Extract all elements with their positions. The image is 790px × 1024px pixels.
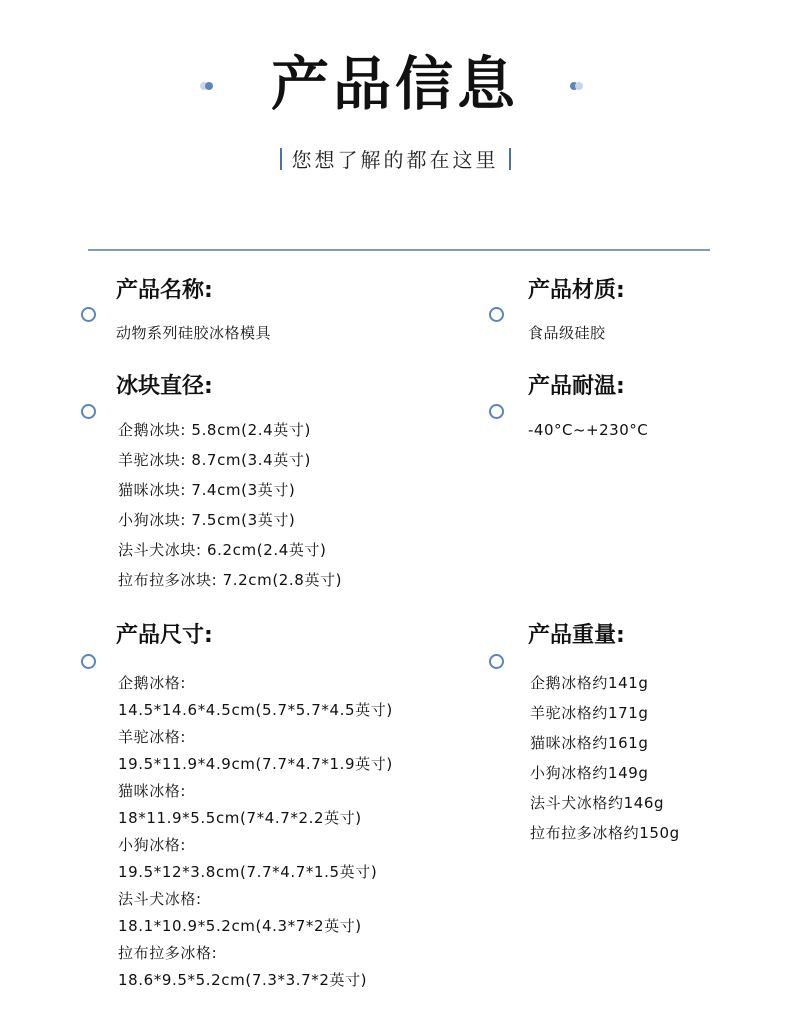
list-item: 羊驼冰格约171g xyxy=(530,704,649,722)
circle-bullet-icon xyxy=(81,654,96,669)
list-item: 拉布拉多冰格约150g xyxy=(530,824,680,842)
material-value: 食品级硅胶 xyxy=(528,324,606,342)
list-item: 拉布拉多冰块: 7.2cm(2.8英寸) xyxy=(118,571,343,589)
list-item: 猫咪冰块: 7.4cm(3英寸) xyxy=(118,481,296,499)
list-item: 企鹅冰格: xyxy=(118,674,187,692)
circle-bullet-icon xyxy=(489,654,504,669)
list-item: 企鹅冰块: 5.8cm(2.4英寸) xyxy=(118,421,311,439)
list-item: 小狗冰格约149g xyxy=(530,764,649,782)
circle-bullet-icon xyxy=(81,404,96,419)
list-item: 小狗冰格: xyxy=(118,836,187,854)
list-item: 小狗冰块: 7.5cm(3英寸) xyxy=(118,511,296,529)
name-value: 动物系列硅胶冰格模具 xyxy=(116,324,272,342)
subtitle-bar-right xyxy=(509,148,511,170)
size-list xyxy=(118,670,393,994)
list-item: 19.5*11.9*4.9cm(7.7*4.7*1.9英寸) xyxy=(118,755,393,773)
material-heading: 产品材质: xyxy=(528,278,625,303)
list-item: 羊驼冰格: xyxy=(118,728,187,746)
list-item: 猫咪冰格: xyxy=(118,782,187,800)
list-item: 猫咪冰格约161g xyxy=(530,734,649,752)
list-item: 19.5*12*3.8cm(7.7*4.7*1.5英寸) xyxy=(118,863,378,881)
circle-bullet-icon xyxy=(489,307,504,322)
list-item: 14.5*14.6*4.5cm(5.7*5.7*4.5英寸) xyxy=(118,701,393,719)
list-item: 法斗犬冰格: xyxy=(118,890,202,908)
page-subtitle: 您想了解的都在这里 xyxy=(291,148,499,172)
name-heading: 产品名称: xyxy=(116,278,213,303)
size-heading: 产品尺寸: xyxy=(116,623,213,648)
page-title: 产品信息 xyxy=(270,50,519,118)
subtitle-row xyxy=(0,146,790,174)
list-item: 法斗犬冰格约146g xyxy=(530,794,665,812)
circle-bullet-icon xyxy=(489,404,504,419)
weight-heading: 产品重量: xyxy=(528,623,625,648)
diameter-heading: 冰块直径: xyxy=(116,374,213,399)
header-divider xyxy=(88,249,710,251)
list-item: 企鹅冰格约141g xyxy=(530,674,649,692)
weight-list xyxy=(530,668,680,848)
circle-bullet-icon xyxy=(81,307,96,322)
temperature-heading: 产品耐温: xyxy=(528,374,625,399)
list-item: 18*11.9*5.5cm(7*4.7*2.2英寸) xyxy=(118,809,362,827)
temperature-value: -40°C~+230°C xyxy=(528,421,649,439)
diameter-list xyxy=(118,415,342,595)
list-item: 羊驼冰块: 8.7cm(3.4英寸) xyxy=(118,451,311,469)
list-item: 18.1*10.9*5.2cm(4.3*7*2英寸) xyxy=(118,917,362,935)
list-item: 18.6*9.5*5.2cm(7.3*3.7*2英寸) xyxy=(118,971,368,989)
decorative-dots-right xyxy=(568,80,588,92)
list-item: 拉布拉多冰格: xyxy=(118,944,218,962)
subtitle-bar-left xyxy=(280,148,282,170)
list-item: 法斗犬冰块: 6.2cm(2.4英寸) xyxy=(118,541,327,559)
